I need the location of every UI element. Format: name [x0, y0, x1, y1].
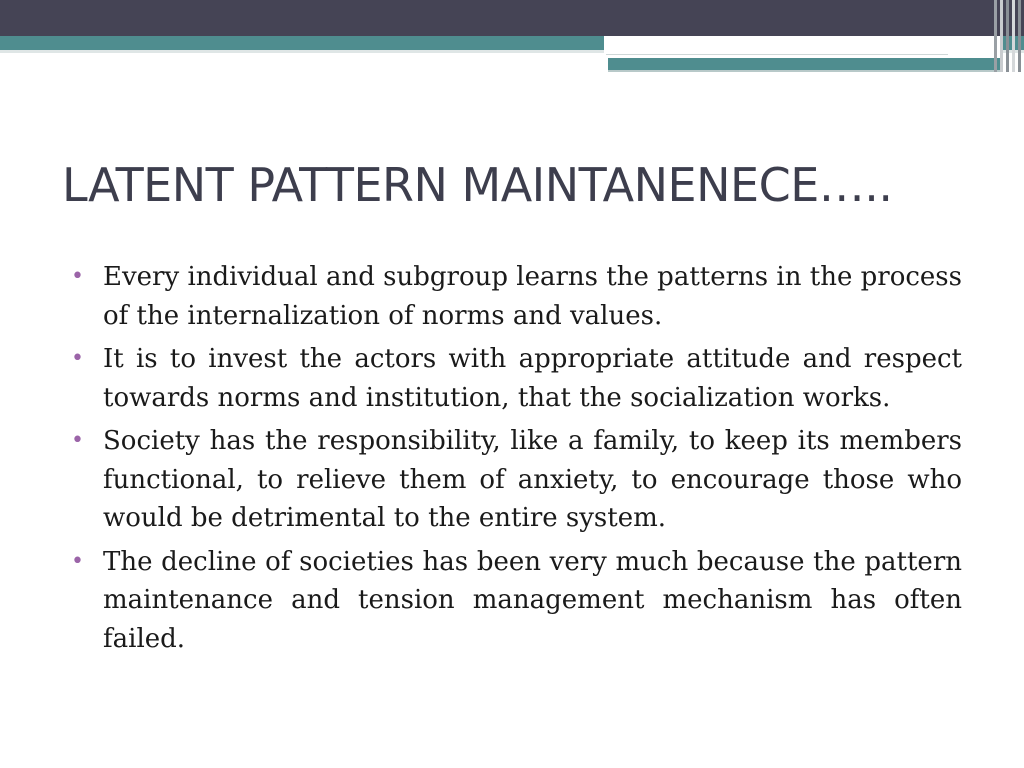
bullet-text: Every individual and subgroup learns the patterns in the process of the internalization of norms and values. [103, 262, 962, 331]
bullet-item [70, 543, 962, 659]
slide-title: LATENT PATTERN MAINTANENECE….. [62, 158, 893, 212]
bullet-list [70, 258, 962, 658]
slide-body [70, 258, 962, 663]
header-stripe [1018, 0, 1021, 72]
header-tab-line [606, 54, 948, 56]
header-stripe [994, 0, 997, 72]
header-stripe [1000, 0, 1003, 72]
header-tab-teal [608, 58, 1000, 70]
bullet-item [70, 422, 962, 538]
header-tab-grey-line [608, 70, 1000, 72]
bullet-text: The decline of societies has been very much because the pattern maintenance and tension management mechanism has often failed. [103, 546, 962, 654]
header-stripe [1012, 0, 1015, 72]
bullet-item [70, 340, 962, 417]
header-dark-band [0, 0, 1024, 36]
bullet-icon: • [71, 548, 84, 574]
bullet-text: It is to invest the actors with appropriate attitude and respect towards norms and institution, that the socialization works. [103, 344, 962, 413]
bullet-icon: • [71, 428, 84, 453]
bullet-item [70, 258, 962, 335]
bullet-text: Society has the responsibility, like a family, to keep its members functional, to relieve them of anxiety, to encourage those who would be detrimental to the entire system. [103, 426, 962, 533]
header-stripe [1006, 0, 1009, 72]
bullet-icon: • [71, 264, 84, 289]
bullet-icon: • [71, 346, 84, 371]
